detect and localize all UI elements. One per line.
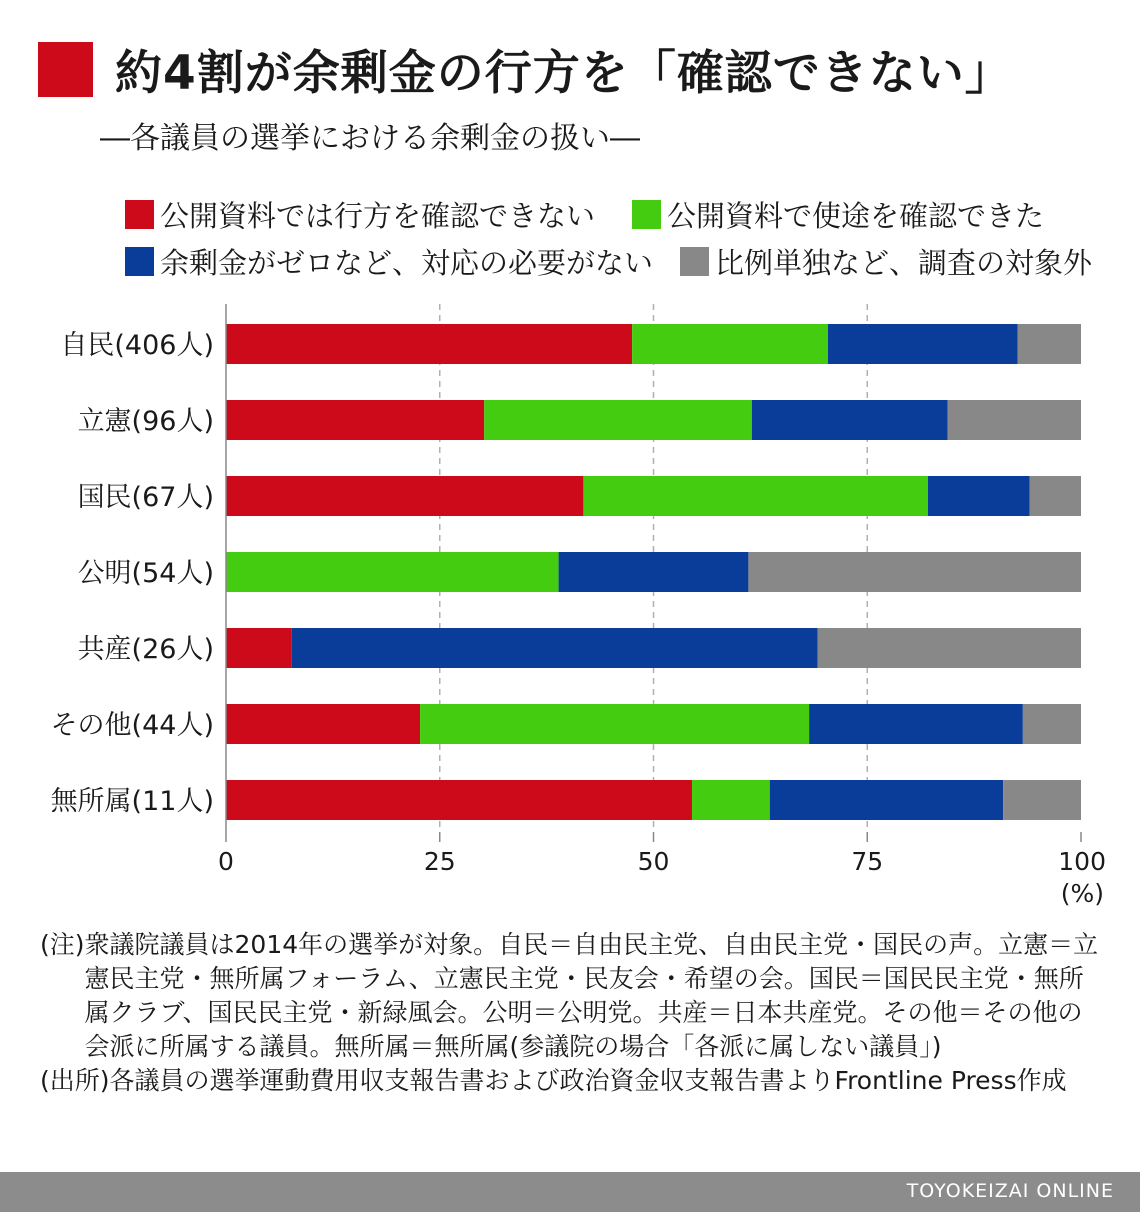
legend-swatch-gray: [680, 247, 709, 276]
bar-segment: [292, 628, 818, 668]
category-label: 無所属(11人): [50, 786, 214, 817]
footer-bar: [0, 1172, 1140, 1212]
bar-segment: [748, 552, 1081, 592]
category-label: 共産(26人): [77, 634, 214, 665]
bar-segment: [632, 324, 828, 364]
bar-segment: [226, 780, 692, 820]
bar-segment: [1003, 780, 1081, 820]
x-axis-unit: (%): [1060, 879, 1104, 908]
chart-title: 約4割が余剰金の行方を「確認できない」: [115, 45, 1013, 101]
footer-brand: TOYOKEIZAI ONLINE: [906, 1180, 1114, 1202]
bar-segment: [1023, 704, 1081, 744]
category-label: 立憲(96人): [77, 406, 214, 437]
x-tick-label: 100: [1058, 847, 1106, 876]
bar-segment: [1030, 476, 1081, 516]
bar-segment: [226, 628, 292, 668]
note-row: [40, 928, 1105, 1064]
legend-item-not-needed: [125, 241, 653, 282]
bar-segment: [692, 780, 770, 820]
legend-label: 比例単独など、調査の対象外: [715, 246, 1093, 280]
bar-segment: [226, 324, 632, 364]
legend-item-confirmed: [632, 194, 1044, 235]
note-label: (注): [40, 930, 85, 959]
bar-segment: [226, 476, 583, 516]
category-label: 公明(54人): [77, 558, 214, 589]
bar-segment: [420, 704, 809, 744]
chart-subtitle: ―各議員の選挙における余剰金の扱い―: [100, 121, 640, 156]
bar-segment: [484, 400, 752, 440]
legend-label: 公開資料では行方を確認できない: [160, 199, 596, 233]
legend-swatch-red: [125, 200, 154, 229]
bar-segment: [809, 704, 1023, 744]
x-tick-label: 25: [423, 847, 456, 876]
bar-segment: [559, 552, 749, 592]
source-label: (出所): [40, 1066, 110, 1095]
bar-segment: [948, 400, 1081, 440]
category-label: その他(44人): [50, 710, 214, 741]
legend-item-excluded: [680, 241, 1092, 282]
notes: [40, 928, 1105, 1098]
bar-segment: [583, 476, 928, 516]
bar-segment: [752, 400, 948, 440]
bar-segment: [828, 324, 1018, 364]
category-label: 国民(67人): [77, 482, 214, 513]
legend-swatch-green: [632, 200, 661, 229]
stacked-bar-chart: [0, 300, 1140, 910]
title-row: [38, 34, 1013, 104]
bar-segment: [226, 704, 420, 744]
bar-segment: [928, 476, 1030, 516]
bar-segment: [1018, 324, 1081, 364]
legend-swatch-blue: [125, 247, 154, 276]
x-tick-label: 0: [218, 847, 234, 876]
bar-segment: [226, 400, 484, 440]
bar-segment: [770, 780, 1003, 820]
source-text: 各議員の選挙運動費用収支報告書および政治資金収支報告書よりFrontline Press作成: [109, 1066, 1067, 1095]
bar-segment: [818, 628, 1081, 668]
source-row: [40, 1064, 1105, 1098]
bar-segment: [226, 552, 559, 592]
note-text: 衆議院議員は2014年の選挙が対象。自民＝自由民主党、自由民主党・国民の声。立憲＝立憲民主党・無所属フォーラム、立憲民主党・民友会・希望の会。国民＝国民民主党・無所属クラブ、国民民主党・新緑風会。公明＝公明党。共産＝日本共産党。その他＝その他の会派に所属する議員。無所属＝無所属(参議院の場合「各派に属しない議員」): [84, 930, 1099, 1061]
x-tick-label: 50: [637, 847, 670, 876]
legend-label: 公開資料で使途を確認できた: [667, 199, 1045, 233]
title-square-icon: [38, 42, 93, 97]
legend-label: 余剰金がゼロなど、対応の必要がない: [160, 246, 654, 280]
x-tick-label: 75: [851, 847, 884, 876]
category-label: 自民(406人): [60, 330, 214, 361]
legend-item-unconfirmed: [125, 194, 595, 235]
